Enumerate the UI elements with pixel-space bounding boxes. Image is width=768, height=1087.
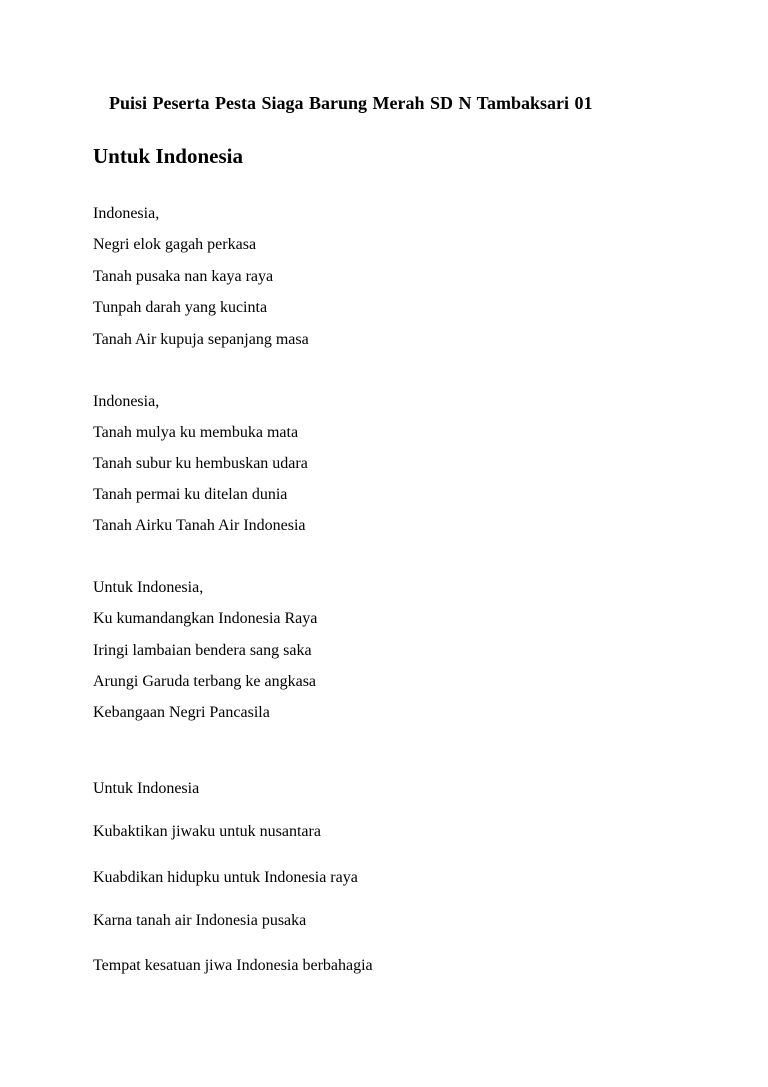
poem-title: Untuk Indonesia bbox=[93, 144, 243, 168]
poem-line: Tanah permai ku ditelan dunia bbox=[93, 486, 288, 503]
poem-line: Negri elok gagah perkasa bbox=[93, 236, 257, 253]
poem-line: Iringi lambaian bendera sang saka bbox=[93, 642, 312, 659]
poem-line: Untuk Indonesia bbox=[93, 780, 200, 797]
poem-line: Indonesia, bbox=[93, 393, 160, 410]
poem-line: Karna tanah air Indonesia pusaka bbox=[93, 912, 307, 929]
poem-line: Kuabdikan hidupku untuk Indonesia raya bbox=[93, 869, 358, 886]
poem-line: Ku kumandangkan Indonesia Raya bbox=[93, 610, 318, 627]
poem-line: Kubaktikan jiwaku untuk nusantara bbox=[93, 823, 321, 840]
poem-line: Tanah Air kupuja sepanjang masa bbox=[93, 331, 309, 348]
poem-line: Indonesia, bbox=[93, 205, 160, 222]
poem-line: Kebangaan Negri Pancasila bbox=[93, 704, 270, 721]
poem-line: Tanah pusaka nan kaya raya bbox=[93, 268, 274, 285]
poem-line: Arungi Garuda terbang ke angkasa bbox=[93, 673, 317, 690]
poem-line: Untuk Indonesia, bbox=[93, 579, 204, 596]
poem-line: Tempat kesatuan jiwa Indonesia berbahagia bbox=[93, 957, 373, 974]
poem-line: Tunpah darah yang kucinta bbox=[93, 299, 268, 316]
poem-line: Tanah mulya ku membuka mata bbox=[93, 424, 299, 441]
poem-line: Tanah subur ku hembuskan udara bbox=[93, 455, 308, 472]
poem-line: Tanah Airku Tanah Air Indonesia bbox=[93, 517, 306, 534]
document-header: Puisi Peserta Pesta Siaga Barung Merah SD N Tambaksari 01 bbox=[109, 93, 593, 113]
